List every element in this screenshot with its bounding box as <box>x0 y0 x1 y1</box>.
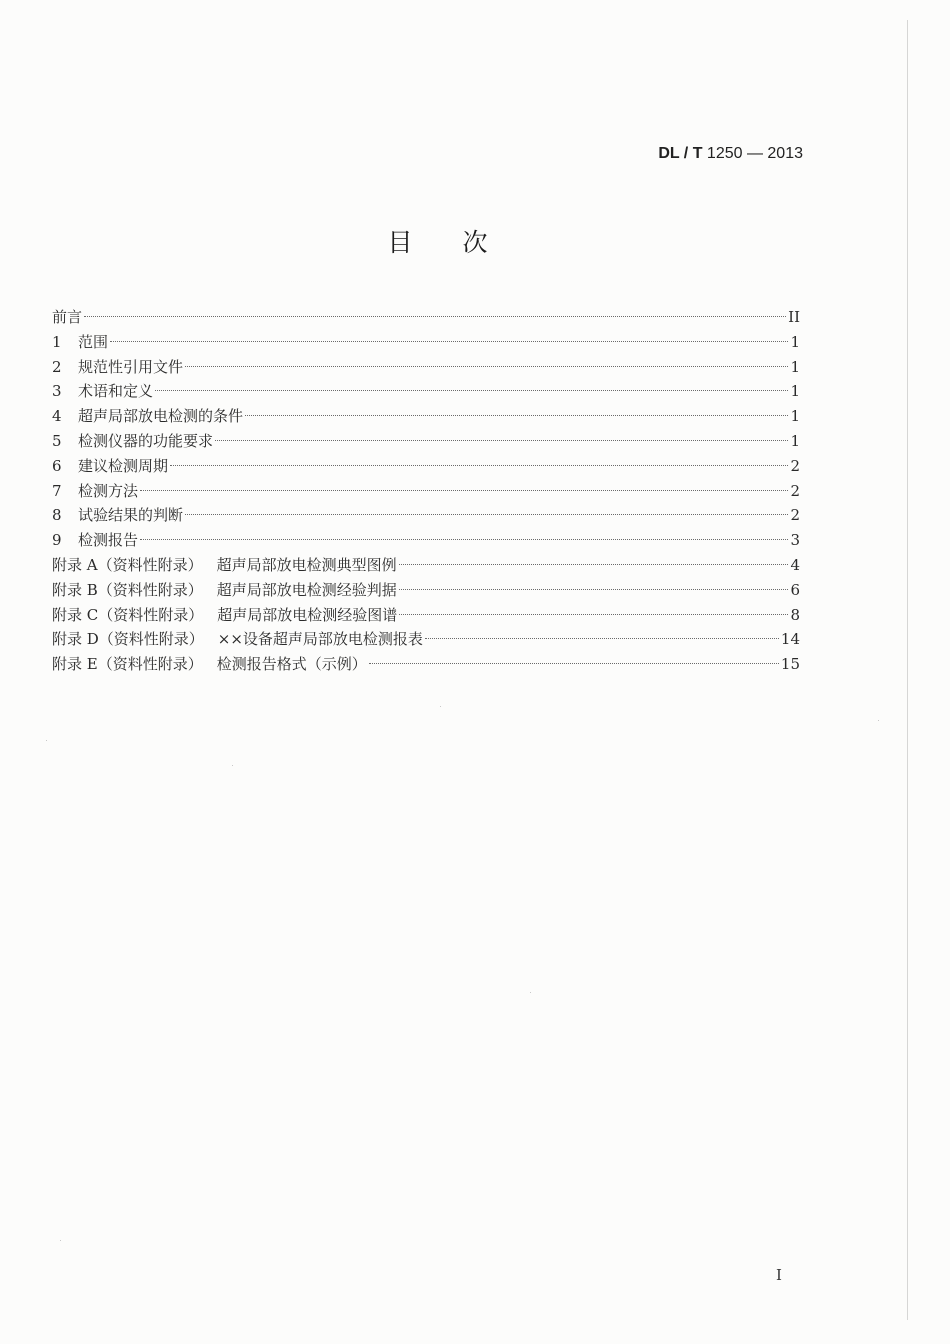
standard-code-suffix: 1250 — 2013 <box>706 145 803 162</box>
toc-entry <box>52 603 800 628</box>
toc-dot-leader <box>399 564 788 565</box>
toc-entry-label: 检测报告 <box>78 531 139 550</box>
toc-entry-number: 6 <box>52 456 62 475</box>
toc-entry <box>52 479 800 504</box>
toc-entry-label: 检测方法 <box>78 481 139 500</box>
toc-dot-leader <box>399 589 788 590</box>
toc-entry-subtitle: 超声局部放电检测典型图例 <box>216 555 397 574</box>
toc-entry-page: 1 <box>790 407 800 426</box>
toc-entry-page: 1 <box>790 357 800 376</box>
toc-entry-page: 4 <box>790 555 800 574</box>
toc-entry <box>52 305 800 330</box>
toc-entry <box>52 330 800 355</box>
toc-entry-number: 4 <box>52 407 62 426</box>
toc-entry-number: 8 <box>52 506 62 525</box>
toc-dot-leader <box>185 514 788 515</box>
toc-dot-leader <box>155 390 788 391</box>
toc-entry <box>52 454 800 479</box>
toc-dot-leader <box>110 341 788 342</box>
toc-entry-subtitle: 超声局部放电检测经验图谱 <box>217 605 398 624</box>
toc-entry <box>52 652 800 677</box>
toc-entry-label: 术语和定义 <box>78 382 154 401</box>
scan-edge-line <box>907 20 908 1320</box>
toc-entry-page: 1 <box>790 431 800 450</box>
toc-dot-leader <box>399 614 788 615</box>
toc-entry-page: 2 <box>790 481 800 500</box>
toc-entry-label: 前言 <box>52 308 83 326</box>
toc-entry-label: 附录 E（资料性附录） <box>52 655 203 674</box>
toc-entry-label: 建议检测周期 <box>78 456 169 475</box>
toc-entry-page: 2 <box>790 456 800 475</box>
toc-entry <box>52 627 800 652</box>
page-number: I <box>776 1266 782 1284</box>
scan-speck <box>530 992 531 993</box>
toc-entry <box>52 404 800 429</box>
standard-code <box>658 145 803 163</box>
toc-entry-page: 14 <box>780 630 800 649</box>
toc-dot-leader <box>185 366 788 367</box>
toc-entry-page: 3 <box>790 531 800 550</box>
toc-entry-subtitle: ××设备超声局部放电检测报表 <box>217 630 423 649</box>
toc-entry-label: 附录 B（资料性附录） <box>52 580 203 599</box>
toc-entry-number: 2 <box>52 357 62 376</box>
toc-entry-label: 附录 D（资料性附录） <box>52 630 204 649</box>
toc-entry-label: 附录 A（资料性附录） <box>52 555 203 574</box>
toc-dot-leader <box>369 663 779 664</box>
toc-entry-page: II <box>788 308 800 326</box>
toc-entry <box>52 355 800 380</box>
toc-entry-number: 7 <box>52 481 62 500</box>
toc-entry <box>52 528 800 553</box>
toc-entry-label: 范围 <box>78 332 109 351</box>
scan-speck <box>60 1240 61 1241</box>
toc-entry-page: 6 <box>790 580 800 599</box>
toc-dot-leader <box>245 415 788 416</box>
toc-entry-page: 1 <box>790 332 800 351</box>
standard-code-prefix: DL / T <box>658 145 703 162</box>
scan-speck <box>46 740 47 741</box>
toc-entry-number: 1 <box>52 332 62 351</box>
toc-dot-leader <box>84 316 786 317</box>
toc-entry-page: 15 <box>780 655 800 674</box>
toc-entry-label: 检测仪器的功能要求 <box>78 431 214 450</box>
toc-entry <box>52 379 800 404</box>
toc-entry <box>52 578 800 603</box>
table-of-contents <box>52 305 800 677</box>
scan-speck <box>232 765 233 766</box>
scan-speck <box>440 706 441 707</box>
toc-dot-leader <box>215 440 788 441</box>
page-title: 目次 <box>387 228 538 257</box>
toc-dot-leader <box>140 490 788 491</box>
toc-entry-page: 1 <box>790 382 800 401</box>
toc-entry-label: 超声局部放电检测的条件 <box>78 407 244 426</box>
toc-entry <box>52 503 800 528</box>
toc-entry-number: 9 <box>52 531 62 550</box>
toc-entry-page: 8 <box>790 605 800 624</box>
toc-entry <box>52 429 800 454</box>
toc-entry-label: 附录 C（资料性附录） <box>52 605 204 624</box>
scan-speck <box>878 720 879 721</box>
toc-entry-subtitle: 超声局部放电检测经验判据 <box>216 580 397 599</box>
toc-dot-leader <box>425 638 779 639</box>
toc-dot-leader <box>140 539 788 540</box>
toc-entry-number: 3 <box>52 382 62 401</box>
toc-entry <box>52 553 800 578</box>
toc-entry-label: 试验结果的判断 <box>78 506 184 525</box>
toc-entry-number: 5 <box>52 431 62 450</box>
toc-entry-label: 规范性引用文件 <box>78 357 184 376</box>
toc-dot-leader <box>170 465 788 466</box>
toc-entry-subtitle: 检测报告格式（示例） <box>216 655 367 674</box>
toc-entry-page: 2 <box>790 506 800 525</box>
